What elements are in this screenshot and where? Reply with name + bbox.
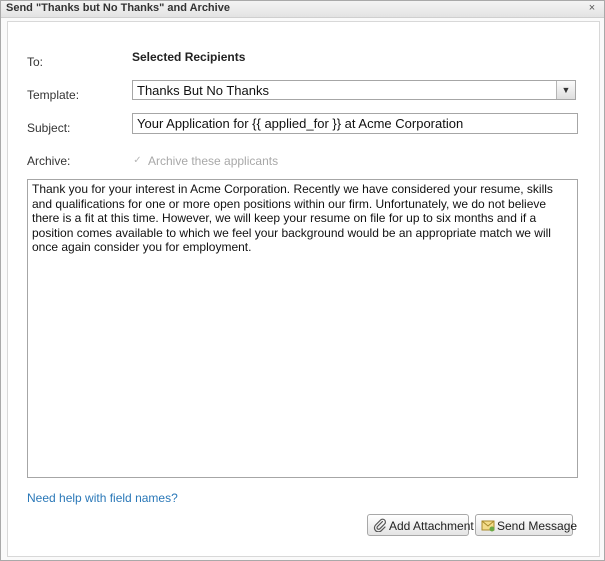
archive-checkbox-label: Archive these applicants xyxy=(148,154,279,168)
archive-checkbox[interactable]: ✓ xyxy=(133,155,142,166)
send-message-label: Send Message xyxy=(497,519,578,533)
archive-label: Archive: xyxy=(27,154,71,168)
to-label: To: xyxy=(27,55,44,69)
template-select-value: Thanks But No Thanks xyxy=(137,83,269,98)
envelope-icon xyxy=(481,518,495,532)
template-select[interactable] xyxy=(132,80,576,100)
close-icon[interactable]: × xyxy=(588,2,596,14)
send-message-button[interactable] xyxy=(475,514,578,536)
dialog-title: Send "Thanks but No Thanks" and Archive xyxy=(6,2,230,14)
paperclip-icon xyxy=(373,518,387,532)
template-label: Template: xyxy=(27,88,80,102)
dialog-titlebar xyxy=(1,1,604,18)
add-attachment-label: Add Attachment xyxy=(389,519,474,533)
chevron-down-icon[interactable]: ▼ xyxy=(556,81,575,99)
message-body-textarea[interactable] xyxy=(27,179,578,478)
add-attachment-button[interactable] xyxy=(367,514,474,536)
subject-input[interactable] xyxy=(132,113,578,134)
recipients-value: Selected Recipients xyxy=(132,50,246,64)
field-names-help-link[interactable]: Need help with field names? xyxy=(27,491,178,505)
subject-label: Subject: xyxy=(27,121,71,135)
